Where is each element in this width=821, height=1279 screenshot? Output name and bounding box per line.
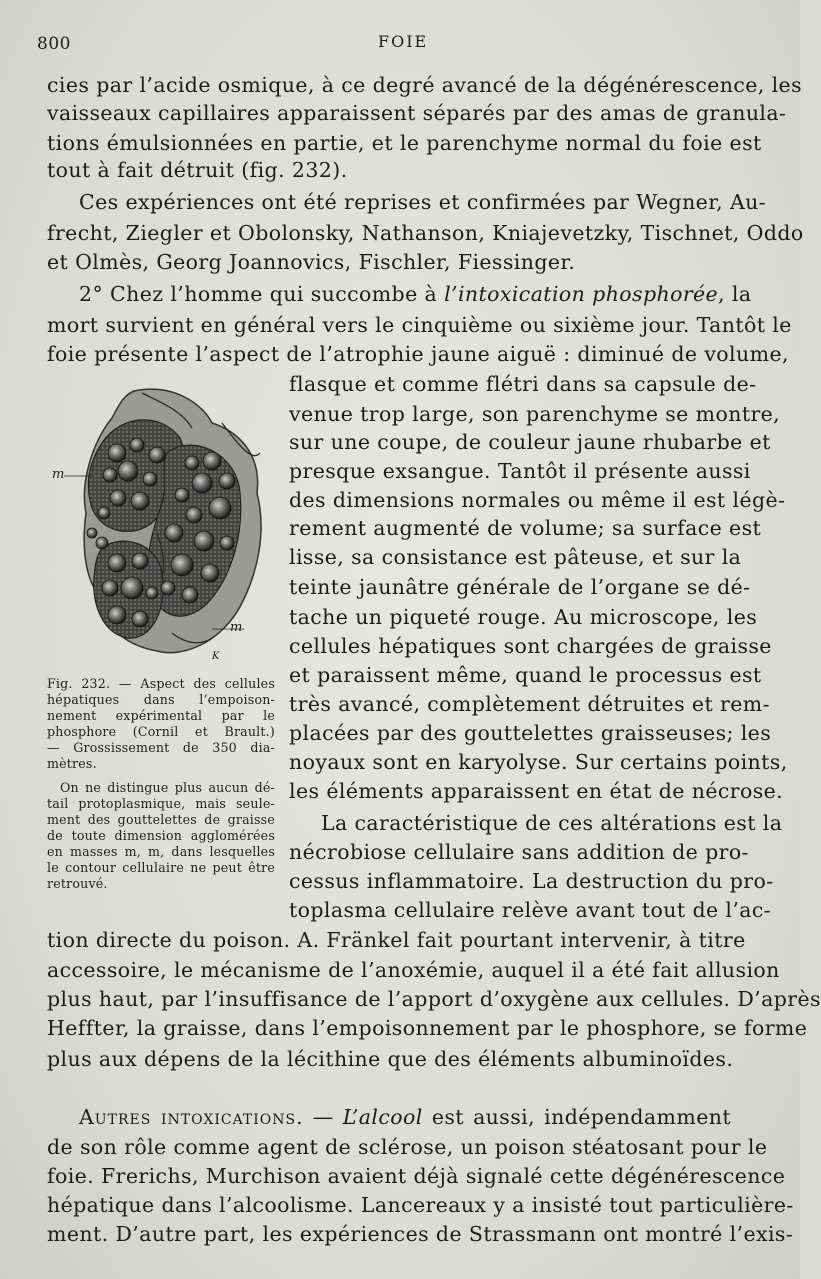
side-text-line: cellules hépatiques sont chargées de graisse <box>289 634 772 658</box>
figure-caption-line: nement expérimental par le <box>47 708 275 723</box>
figure-caption-line: hépatiques dans l’empoison- <box>47 692 275 707</box>
label-m-right: m <box>230 620 243 635</box>
figure-note-line: de toute dimension agglomérées <box>47 828 275 843</box>
text-line: hépatique dans l’alcoolisme. Lancereaux y a insisté tout particulière- <box>47 1193 794 1217</box>
figure-note-line: On ne distingue plus aucun dé- <box>60 780 275 795</box>
text-run: , la <box>718 282 752 306</box>
side-text-line: La caractéristique de ces altérations est la <box>321 811 783 835</box>
figure-note-line: ment des gouttelettes de graisse <box>47 812 275 827</box>
text-line-intoxication <box>79 282 752 306</box>
side-text-line: nécrobiose cellulaire sans addition de pro- <box>289 840 749 864</box>
text-line: Ces expériences ont été reprises et confirmées par Wegner, Au- <box>79 190 767 214</box>
text-line: ment. D’autre part, les expériences de Strassmann ont montré l’exis- <box>47 1222 794 1246</box>
side-text-line: et paraissent même, quand le processus est <box>289 663 762 687</box>
text-line: plus aux dépens de la lécithine que des éléments albuminoïdes. <box>47 1047 734 1071</box>
figure-note-line: le contour cellulaire ne peut être <box>47 860 275 875</box>
page-number: 800 <box>37 34 71 54</box>
text-line: tion directe du poison. A. Fränkel fait pourtant intervenir, à titre <box>47 928 746 952</box>
text-line: foie. Frerichs, Murchison avaient déjà signalé cette dégénérescence <box>47 1164 786 1188</box>
liver-cells-figure <box>52 383 272 663</box>
side-text-line: sur une coupe, de couleur jaune rhubarbe et <box>289 430 771 454</box>
side-text-line: presque exsangue. Tantôt il présente aussi <box>289 459 751 483</box>
label-m-left: m <box>52 467 65 482</box>
side-text-line: noyaux sont en karyolyse. Sur certains points, <box>289 750 788 774</box>
figure-caption-line: phosphore (Cornil et Brault.) <box>47 724 275 739</box>
side-text-line: venue trop large, son parenchyme se montre, <box>289 402 781 426</box>
italic-term: L’alcool <box>342 1105 423 1129</box>
side-text-line: des dimensions normales ou même il est légè- <box>289 488 786 512</box>
figure-caption-line: — Grossissement de 350 dia- <box>47 740 275 755</box>
text-run: — <box>303 1105 343 1129</box>
figure-note-line: retrouvé. <box>47 876 108 891</box>
side-text-line: très avancé, complètement détruites et rem- <box>289 692 770 716</box>
figure-caption-line: Fig. 232. — Aspect des cellules <box>47 676 275 691</box>
section-heading-line <box>79 1107 731 1128</box>
italic-term: l’intoxication phosphorée <box>444 282 719 306</box>
figure-caption-line: mètres. <box>47 756 97 771</box>
side-text-line: placées par des gouttelettes graisseuses; les <box>289 721 772 745</box>
text-run: est aussi, indépendamment <box>422 1105 731 1129</box>
side-text-line: flasque et comme flétri dans sa capsule de- <box>289 372 757 396</box>
text-run: 2° Chez l’homme qui succombe à <box>79 282 445 306</box>
text-line: de son rôle comme agent de sclérose, un poison stéatosant pour le <box>47 1135 768 1159</box>
text-line: cies par l’acide osmique, à ce degré avancé de la dégénérescence, les <box>47 73 802 97</box>
running-title: FOIE <box>378 32 429 51</box>
side-text-line: lisse, sa consistance est pâteuse, et sur la <box>289 545 742 569</box>
text-line: mort survient en général vers le cinquième ou sixième jour. Tantôt le <box>47 313 792 337</box>
figure-note-line: en masses m, m, dans lesquelles <box>47 844 275 859</box>
section-heading: Autres intoxications. <box>79 1105 304 1129</box>
text-line: Heffter, la graisse, dans l’empoisonnement par le phosphore, se forme <box>47 1016 808 1040</box>
side-text-line: tache un piqueté rouge. Au microscope, les <box>289 605 758 629</box>
side-text-line: teinte jaunâtre générale de l’organe se dé- <box>289 575 751 599</box>
text-line: et Olmès, Georg Joannovics, Fischler, Fiessinger. <box>47 250 576 274</box>
side-text-line: toplasma cellulaire relève avant tout de l’ac- <box>289 898 772 922</box>
side-text-line: les éléments apparaissent en état de nécrose. <box>289 779 784 803</box>
text-line: vaisseaux capillaires apparaissent séparés par des amas de granula- <box>47 101 787 125</box>
text-line: frecht, Ziegler et Obolonsky, Nathanson, Kniajevetzky, Tischnet, Oddo <box>47 221 804 245</box>
text-line: tions émulsionnées en partie, et le parenchyme normal du foie est <box>47 131 762 155</box>
label-k: K <box>212 651 220 662</box>
text-line: foie présente l’aspect de l’atrophie jaune aiguë : diminué de volume, <box>47 342 789 366</box>
figure-note-line: tail protoplasmique, mais seule- <box>47 796 275 811</box>
text-line: tout à fait détruit (fig. 232). <box>47 158 348 182</box>
side-text-line: cessus inflammatoire. La destruction du pro- <box>289 869 774 893</box>
side-text-line: rement augmenté de volume; sa surface est <box>289 516 762 540</box>
text-line: accessoire, le mécanisme de l’anoxémie, auquel il a été fait allusion <box>47 958 780 982</box>
text-line: plus haut, par l’insuffisance de l’apport d’oxygène aux cellules. D’après <box>47 987 821 1011</box>
